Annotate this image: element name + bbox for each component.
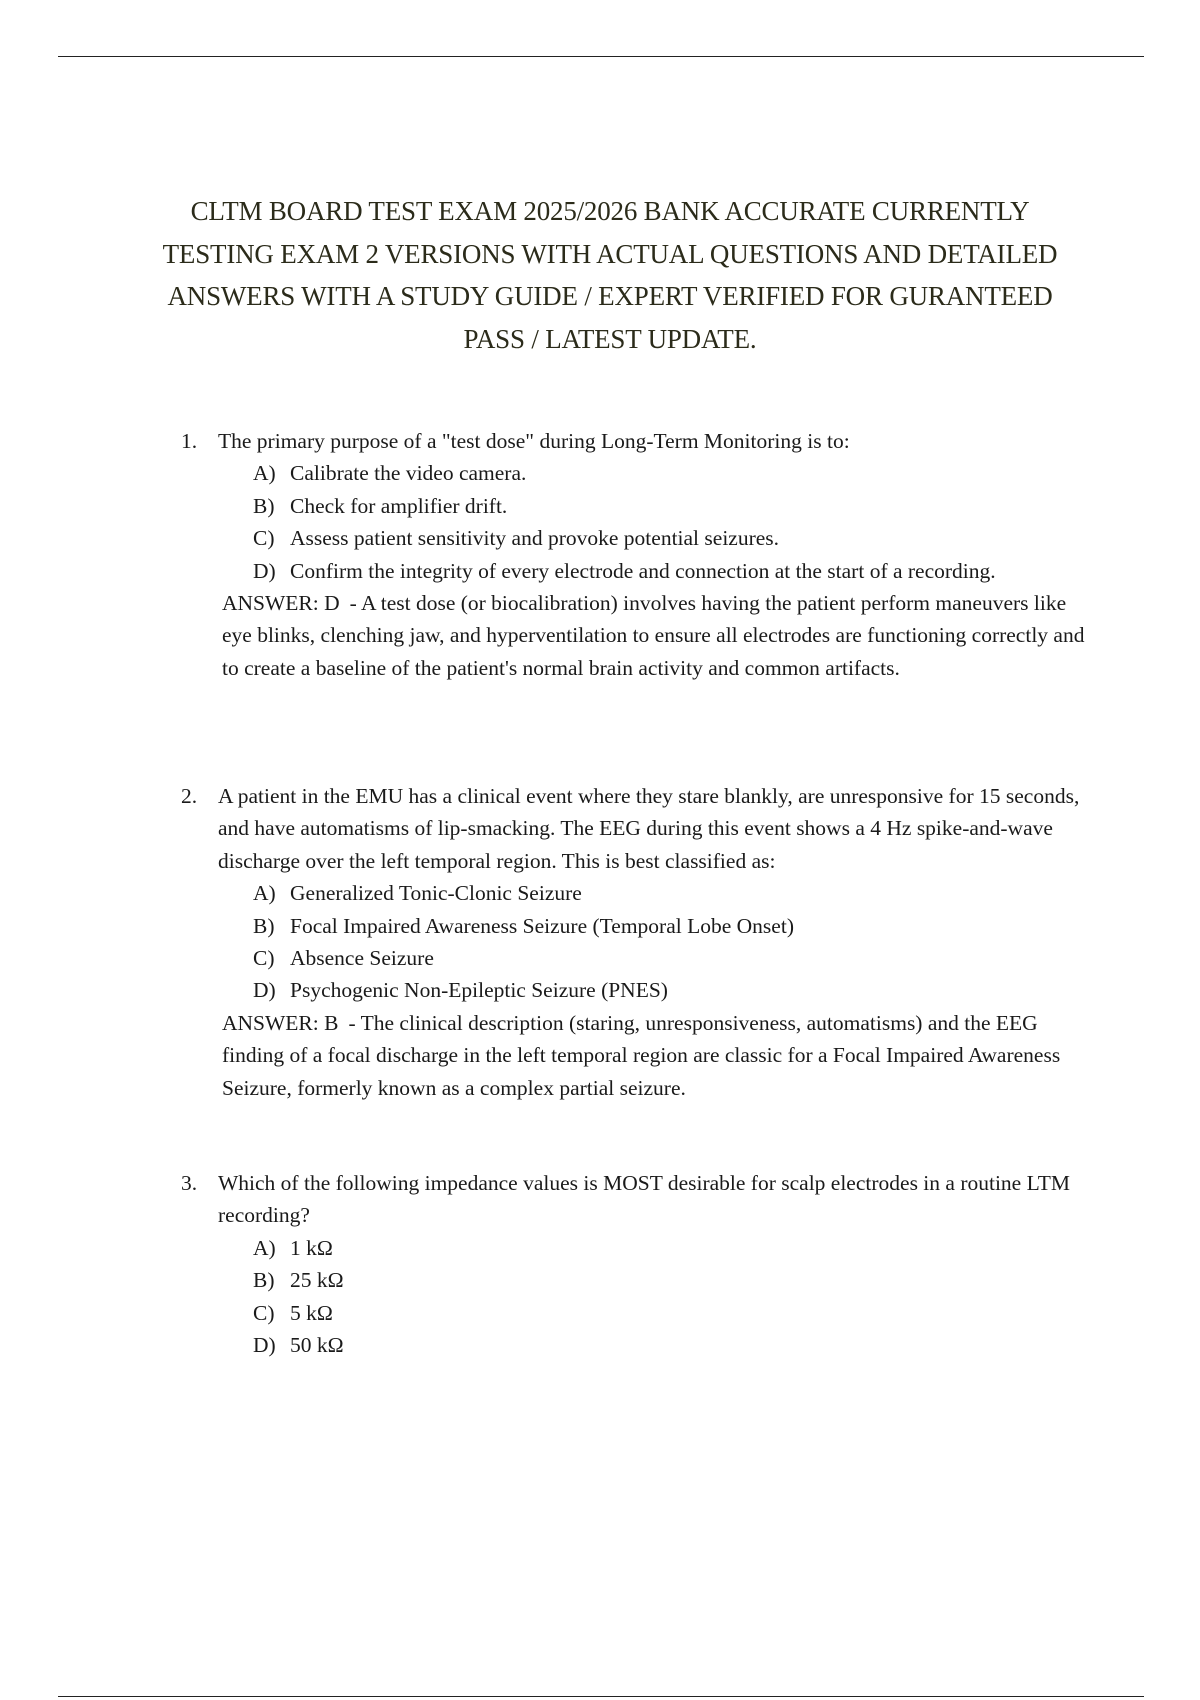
answer-block: [222, 587, 1098, 684]
option-b: [253, 1264, 1098, 1296]
option-letter: C): [253, 946, 275, 971]
option-d: [253, 1329, 1098, 1361]
option-list: [218, 877, 1098, 1007]
option-list: [218, 1232, 1098, 1362]
question-1: [0, 425, 1200, 684]
answer-label: ANSWER: B: [222, 1010, 339, 1035]
option-text: Absence Seizure: [290, 946, 434, 971]
option-text: 5 kΩ: [290, 1300, 333, 1325]
option-a: [253, 1232, 1098, 1264]
bottom-rule: [58, 1696, 1144, 1697]
option-text: 25 kΩ: [290, 1268, 344, 1293]
option-c: [253, 1297, 1098, 1329]
option-letter: D): [253, 978, 276, 1003]
option-text: 1 kΩ: [290, 1235, 333, 1260]
option-c: [253, 522, 1098, 554]
option-d: [253, 555, 1098, 587]
option-text: 50 kΩ: [290, 1333, 344, 1358]
option-letter: C): [253, 526, 275, 551]
option-text: Check for amplifier drift.: [290, 493, 508, 518]
option-list: [218, 457, 1098, 587]
option-text: Focal Impaired Awareness Seizure (Temporal Lobe Onset): [290, 913, 794, 938]
top-rule: [58, 56, 1144, 57]
option-letter: A): [253, 1235, 276, 1260]
option-letter: A): [253, 461, 276, 486]
answer-explanation: - A test dose (or biocalibration) involves having the patient perform maneuvers like eye blinks, clenching jaw, and hyperventilation to ensure all electrodes are functioning correctly and to create a baseline of the patient's normal brain activity and common artifacts.: [222, 591, 1085, 680]
option-a: [253, 457, 1098, 489]
option-letter: C): [253, 1300, 275, 1325]
option-a: [253, 877, 1098, 909]
option-letter: A): [253, 881, 276, 906]
question-number: 1.: [181, 429, 198, 453]
question-text: A patient in the EMU has a clinical event where they stare blankly, are unresponsive for 15 seconds, and have automatisms of lip-smacking. The EEG during this event shows a 4 Hz spike-and-wave discharge over the left temporal region. This is best classified as:: [218, 784, 1080, 873]
question-number: 3.: [181, 1171, 198, 1195]
question-text: The primary purpose of a "test dose" during Long-Term Monitoring is to:: [218, 429, 850, 453]
answer-label: ANSWER: D: [222, 591, 340, 616]
question-2: [0, 780, 1200, 1104]
option-text: Confirm the integrity of every electrode and connection at the start of a recording.: [290, 558, 996, 583]
question-text: Which of the following impedance values is MOST desirable for scalp electrodes in a routine LTM recording?: [218, 1171, 1071, 1228]
option-letter: B): [253, 493, 275, 518]
option-b: [253, 490, 1098, 522]
option-c: [253, 942, 1098, 974]
option-letter: D): [253, 1333, 276, 1358]
question-3: [0, 1167, 1200, 1361]
option-d: [253, 974, 1098, 1006]
option-text: Psychogenic Non-Epileptic Seizure (PNES): [290, 978, 668, 1003]
option-text: Assess patient sensitivity and provoke potential seizures.: [290, 526, 780, 551]
answer-block: [222, 1007, 1098, 1104]
option-text: Generalized Tonic-Clonic Seizure: [290, 881, 582, 906]
option-text: Calibrate the video camera.: [290, 461, 527, 486]
option-letter: B): [253, 1268, 275, 1293]
option-letter: D): [253, 558, 276, 583]
document-title: CLTM BOARD TEST EXAM 2025/2026 BANK ACCURATE CURRENTLY TESTING EXAM 2 VERSIONS WITH ACTUAL QUESTIONS AND DETAILED ANSWERS WITH A STUDY GUIDE / EXPERT VERIFIED FOR GURANTEED PASS / LATEST UPDATE.: [162, 196, 1058, 354]
answer-explanation: - The clinical description (staring, unresponsiveness, automatisms) and the EEG finding of a focal discharge in the left temporal region are classic for a Focal Impaired Awareness Seizure, formerly known as a complex partial seizure.: [222, 1010, 1061, 1100]
option-b: [253, 910, 1098, 942]
option-letter: B): [253, 913, 275, 938]
question-number: 2.: [181, 784, 198, 808]
